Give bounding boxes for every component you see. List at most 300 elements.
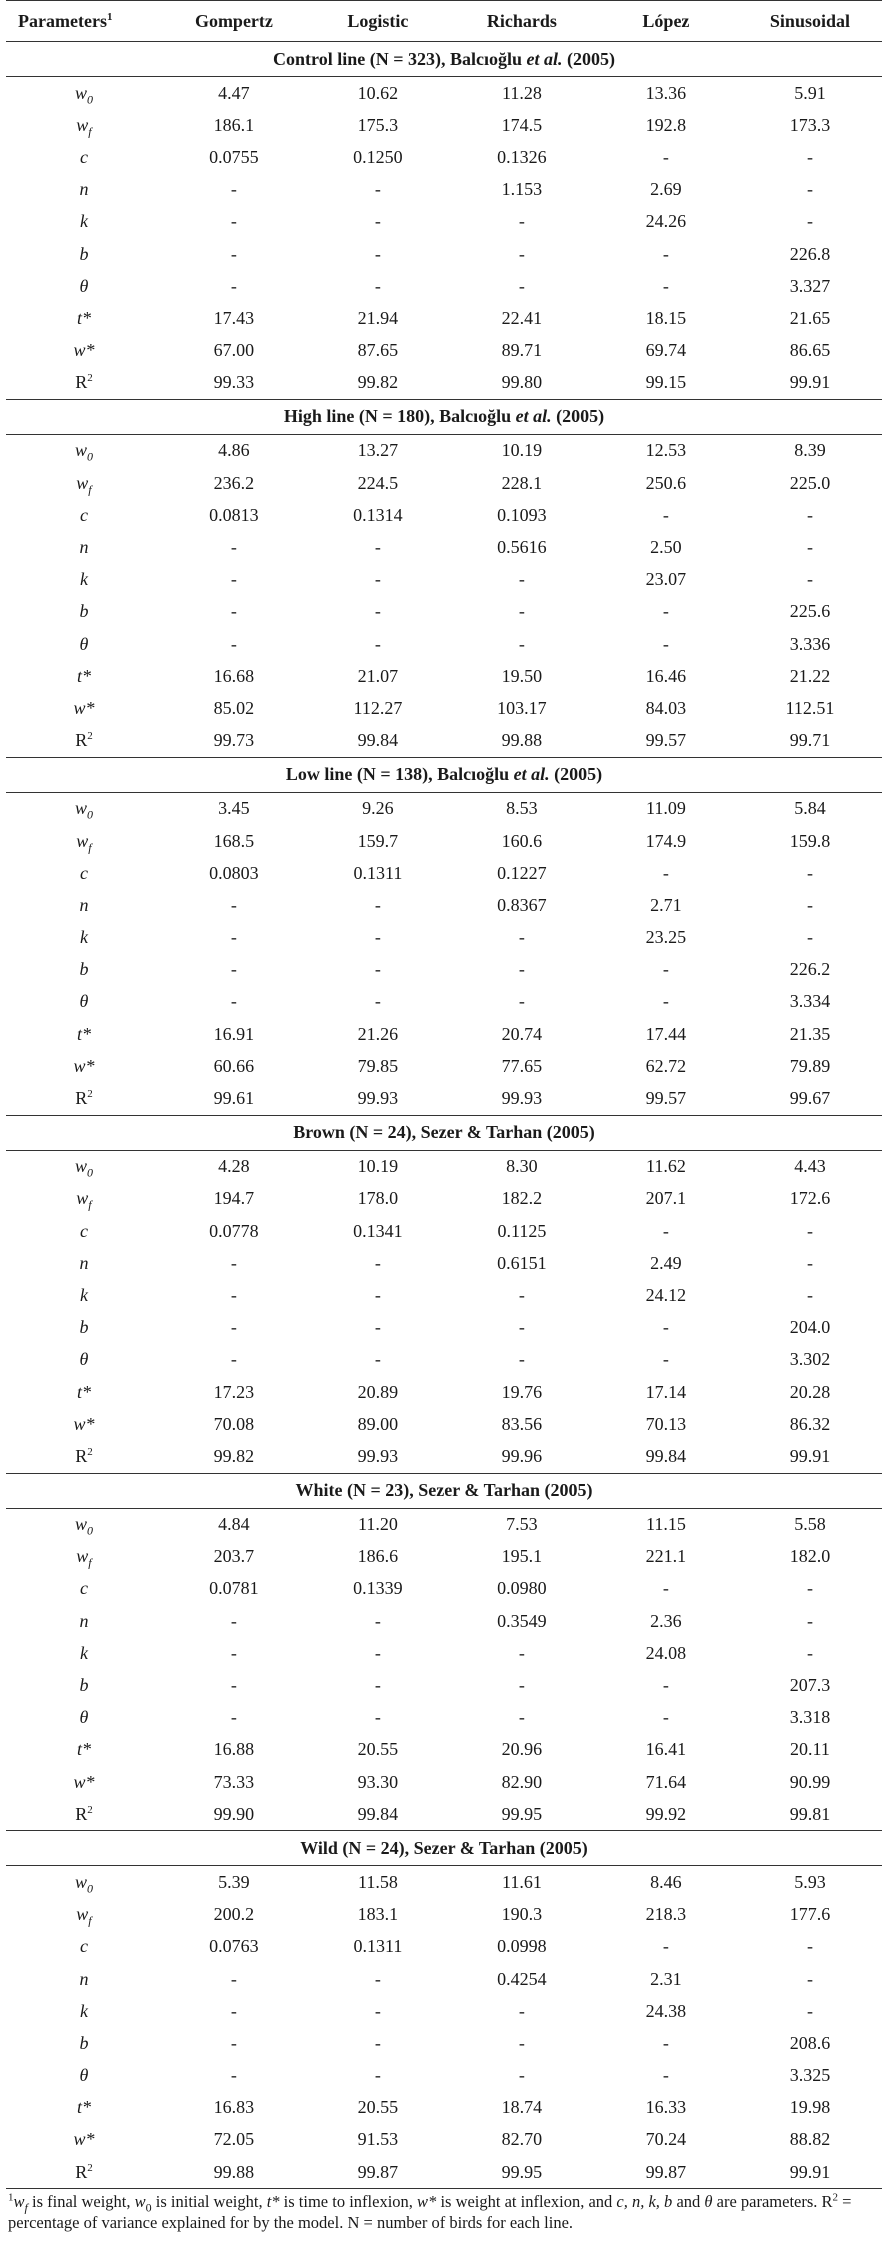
table-cell: -: [662, 1317, 669, 1338]
param-symbol: w*: [73, 697, 95, 718]
table-cell: -: [806, 1220, 813, 1241]
table-cell: -: [662, 275, 669, 296]
table-cell: 178.0: [357, 1188, 399, 1209]
param-wstar: [6, 1766, 162, 1798]
table-cell: -: [230, 569, 237, 590]
table-cell: 73.33: [213, 1771, 255, 1792]
table-cell: -: [518, 1284, 525, 1305]
table-cell: -: [230, 537, 237, 558]
param-w0: [6, 1508, 162, 1541]
table-cell: 0.0778: [209, 1220, 259, 1241]
section-header-row: [6, 1115, 882, 1150]
table-cell: 99.87: [594, 2156, 738, 2189]
table-row: [6, 1508, 882, 1541]
table-cell: 82.70: [501, 2129, 543, 2150]
param-b: [6, 596, 162, 628]
table-cell: 10.19: [501, 440, 543, 461]
table-cell: -: [374, 959, 381, 980]
table-cell: -: [518, 2065, 525, 2086]
table-cell: 3.325: [789, 2065, 831, 2086]
table-row: [6, 1408, 882, 1440]
param-symbol: w: [74, 1871, 87, 1892]
param-n: [6, 1963, 162, 1995]
param-theta: [6, 1344, 162, 1376]
param-n: [6, 174, 162, 206]
param-symbol: b: [79, 1317, 89, 1338]
table-cell: 0.8367: [497, 894, 547, 915]
table-row: [6, 1082, 882, 1115]
table-cell: 24.26: [645, 211, 687, 232]
table-cell: 83.56: [501, 1413, 543, 1434]
table-cell: 174.5: [501, 114, 543, 135]
param-tstar: [6, 1018, 162, 1050]
table-cell: 0.1093: [497, 504, 547, 525]
table-cell: 4.84: [218, 1514, 250, 1535]
table-cell: 186.6: [357, 1546, 399, 1567]
table-cell: 2.71: [650, 894, 682, 915]
table-cell: 23.25: [645, 927, 687, 948]
table-cell: 99.67: [789, 1088, 831, 1109]
param-theta: [6, 628, 162, 660]
table-row: [6, 1931, 882, 1963]
footnote-marker: 1: [8, 2191, 14, 2204]
table-cell: 99.84: [357, 730, 399, 751]
table-row: [6, 825, 882, 857]
table-cell: -: [806, 1578, 813, 1599]
param-symbol: n: [79, 179, 89, 200]
section-title: [6, 1473, 882, 1508]
section-title: [6, 757, 882, 792]
table-cell: 69.74: [645, 340, 687, 361]
param-symbol: w: [76, 1188, 89, 1209]
param-symbol: w*: [73, 2129, 95, 2150]
table-cell: -: [374, 1642, 381, 1663]
param-symbol: θ: [79, 633, 89, 654]
table-cell: -: [230, 211, 237, 232]
table-cell: 60.66: [213, 1055, 255, 1076]
table-cell: 16.83: [213, 2097, 255, 2118]
param-symbol: R: [75, 730, 88, 751]
table-cell: 71.64: [645, 1771, 687, 1792]
table-cell: -: [374, 1252, 381, 1273]
table-cell: -: [518, 1675, 525, 1696]
table-cell: 99.92: [645, 1803, 687, 1824]
table-row: [6, 1669, 882, 1701]
table-cell: -: [806, 894, 813, 915]
table-cell: -: [230, 927, 237, 948]
param-r2: [6, 1082, 162, 1115]
table-row: [6, 141, 882, 173]
table-row: [6, 1247, 882, 1279]
section-title-text: High line (N = 180), Balcıoğlu: [283, 406, 516, 427]
param-superscript: 2: [87, 2161, 93, 2174]
table-cell: 8.30: [506, 1156, 538, 1177]
table-cell: -: [374, 1284, 381, 1305]
table-cell: -: [518, 275, 525, 296]
table-row: [6, 499, 882, 531]
table-row: [6, 1766, 882, 1798]
param-superscript: 2: [87, 1445, 93, 1458]
table-cell: 0.0980: [497, 1578, 547, 1599]
table-cell: 99.88: [162, 2156, 306, 2189]
param-superscript: 2: [87, 1088, 93, 1101]
table-row: [6, 922, 882, 954]
table-cell: -: [518, 1707, 525, 1728]
table-cell: 11.28: [502, 82, 542, 103]
param-symbol: n: [79, 537, 89, 558]
table-cell: 0.1311: [353, 1936, 403, 1957]
table-row: [6, 986, 882, 1018]
param-k: [6, 922, 162, 954]
table-cell: -: [230, 2065, 237, 2086]
param-wstar: [6, 1408, 162, 1440]
table-cell: 19.50: [501, 665, 543, 686]
table-cell: 7.53: [506, 1514, 538, 1535]
table-cell: 16.68: [213, 665, 255, 686]
section-header-row: [6, 1831, 882, 1866]
table-cell: -: [374, 243, 381, 264]
table-cell: 79.89: [789, 1055, 831, 1076]
section-header-row: [6, 1473, 882, 1508]
table-cell: 2.49: [650, 1252, 682, 1273]
section-title: [6, 42, 882, 77]
table-row: [6, 238, 882, 270]
param-symbol: n: [79, 894, 89, 915]
table-cell: -: [230, 894, 237, 915]
table-row: [6, 857, 882, 889]
param-wf: [6, 825, 162, 857]
param-superscript: 2: [87, 730, 93, 743]
param-symbol: b: [79, 243, 89, 264]
table-row: [6, 1866, 882, 1899]
param-symbol: θ: [79, 991, 89, 1012]
table-row: [6, 660, 882, 692]
footnote-text: t*: [266, 2192, 280, 2212]
table-cell: 99.82: [357, 372, 399, 393]
table-cell: 0.0803: [209, 862, 259, 883]
param-symbol: b: [79, 959, 89, 980]
table-cell: 175.3: [357, 114, 399, 135]
table-cell: 0.1125: [497, 1220, 547, 1241]
table-cell: -: [662, 2065, 669, 2086]
param-wf: [6, 109, 162, 141]
table-row: [6, 1018, 882, 1050]
table-cell: 8.53: [506, 798, 538, 819]
param-superscript: 2: [87, 372, 93, 385]
param-b: [6, 2027, 162, 2059]
footnote-text: w*: [417, 2192, 437, 2212]
param-symbol: k: [79, 1642, 88, 1663]
table-cell: 70.13: [645, 1413, 687, 1434]
param-r2: [6, 1440, 162, 1473]
table-cell: 99.90: [213, 1803, 255, 1824]
table-cell: 186.1: [213, 114, 255, 135]
table-cell: 12.53: [645, 440, 687, 461]
param-symbol: θ: [79, 1707, 89, 1728]
param-wf: [6, 1541, 162, 1573]
param-symbol: R: [75, 1445, 88, 1466]
param-wstar: [6, 335, 162, 367]
table-cell: -: [662, 1578, 669, 1599]
param-r2: [6, 1798, 162, 1831]
table-cell: 99.71: [789, 730, 831, 751]
table-cell: 99.57: [645, 1088, 687, 1109]
table-cell: 0.1250: [353, 146, 403, 167]
header-parameters: Parameters$^1$: [6, 1, 162, 42]
table-cell: -: [662, 504, 669, 525]
param-symbol: c: [79, 862, 88, 883]
table-cell: -: [374, 2065, 381, 2086]
table-cell: 99.61: [213, 1088, 255, 1109]
param-tstar: [6, 660, 162, 692]
param-symbol: R: [75, 1088, 88, 1109]
table-cell: -: [374, 179, 381, 200]
footnote-text: f: [24, 2200, 28, 2215]
param-r2: [6, 367, 162, 400]
param-w0: [6, 77, 162, 110]
param-c: [6, 1215, 162, 1247]
table-cell: -: [230, 275, 237, 296]
table-row: [6, 270, 882, 302]
table-cell: 225.0: [789, 472, 831, 493]
table-cell: 99.88: [501, 730, 543, 751]
table-cell: 77.65: [501, 1055, 543, 1076]
table-cell: 4.28: [218, 1156, 250, 1177]
table-cell: 18.74: [501, 2097, 543, 2118]
header-sinusoidal: Sinusoidal: [738, 1, 882, 42]
table-row: [6, 1376, 882, 1408]
table-cell: -: [518, 569, 525, 590]
table-cell: 20.96: [501, 1739, 543, 1760]
footnote-text: is weight at inflexion, and: [436, 2192, 617, 2212]
param-w0: [6, 434, 162, 467]
table-row: [6, 2156, 882, 2189]
table-cell: -: [518, 1642, 525, 1663]
param-subscript: f: [88, 1913, 92, 1928]
table-row: [6, 1541, 882, 1573]
param-c: [6, 499, 162, 531]
table-cell: 11.20: [358, 1514, 398, 1535]
param-symbol: c: [79, 1220, 88, 1241]
table-cell: -: [806, 569, 813, 590]
param-symbol: w: [76, 830, 89, 851]
param-symbol: w: [76, 1546, 89, 1567]
table-cell: 99.84: [357, 1803, 399, 1824]
table-cell: -: [806, 2000, 813, 2021]
param-subscript: 0: [86, 1523, 93, 1538]
param-subscript: 0: [86, 1165, 93, 1180]
table-cell: 174.9: [645, 830, 687, 851]
table-cell: 99.91: [789, 372, 831, 393]
table-cell: 16.88: [213, 1739, 255, 1760]
param-b: [6, 238, 162, 270]
param-symbol: t*: [76, 1739, 91, 1760]
param-k: [6, 1995, 162, 2027]
table-cell: 20.89: [357, 1381, 399, 1402]
param-subscript: f: [88, 840, 92, 855]
table-cell: 22.41: [501, 307, 543, 328]
table-cell: 16.33: [645, 2097, 687, 2118]
param-symbol: w: [74, 1514, 87, 1535]
table-cell: 17.43: [213, 307, 255, 328]
section-title-year: (2005): [551, 406, 605, 427]
table-cell: 0.4254: [497, 1968, 547, 1989]
table-cell: 99.91: [738, 2156, 882, 2189]
param-wstar: [6, 2124, 162, 2156]
param-wf: [6, 467, 162, 499]
table-row: [6, 1183, 882, 1215]
table-cell: 20.55: [357, 2097, 399, 2118]
param-b: [6, 1312, 162, 1344]
table-cell: -: [662, 1707, 669, 1728]
table-footnote: [6, 2191, 882, 2233]
table-cell: -: [662, 991, 669, 1012]
table-cell: 99.82: [213, 1445, 255, 1466]
param-symbol: n: [79, 1968, 89, 1989]
param-theta: [6, 2060, 162, 2092]
table-cell: 99.73: [213, 730, 255, 751]
table-row: [6, 1312, 882, 1344]
table-cell: 88.82: [789, 2129, 831, 2150]
param-theta: [6, 270, 162, 302]
table-row: [6, 434, 882, 467]
table-cell: -: [518, 1349, 525, 1370]
table-cell: 89.71: [501, 340, 543, 361]
param-k: [6, 1279, 162, 1311]
table-cell: 0.0755: [209, 146, 259, 167]
table-cell: 195.1: [501, 1546, 543, 1567]
table-cell: -: [230, 1968, 237, 1989]
table-cell: 24.08: [645, 1642, 687, 1663]
param-symbol: w*: [73, 340, 95, 361]
table-cell: 11.62: [646, 1156, 686, 1177]
table-cell: 93.30: [357, 1771, 399, 1792]
param-symbol: w*: [73, 1413, 95, 1434]
table-cell: 1.153: [501, 179, 543, 200]
header-richards: Richards: [450, 1, 594, 42]
table-cell: -: [374, 1707, 381, 1728]
param-symbol: R: [75, 372, 88, 393]
table-body: [6, 42, 882, 2189]
param-b: [6, 1669, 162, 1701]
table-cell: 99.33: [213, 372, 255, 393]
table-cell: 99.93: [357, 1445, 399, 1466]
table-cell: 0.1311: [353, 862, 403, 883]
table-cell: -: [518, 243, 525, 264]
table-cell: -: [806, 537, 813, 558]
table-cell: 79.85: [357, 1055, 399, 1076]
table-cell: -: [806, 211, 813, 232]
table-cell: -: [374, 601, 381, 622]
table-cell: -: [230, 1349, 237, 1370]
table-cell: 218.3: [645, 1904, 687, 1925]
table-cell: 17.23: [213, 1381, 255, 1402]
table-row: [6, 1734, 882, 1766]
table-row: [6, 1440, 882, 1473]
footnote-text: w: [13, 2192, 25, 2212]
table-cell: 11.09: [646, 798, 686, 819]
table-cell: 23.07: [645, 569, 687, 590]
section-title-year: (2005): [549, 764, 603, 785]
table-cell: 11.61: [502, 1871, 542, 1892]
table-cell: -: [230, 1707, 237, 1728]
table-row: [6, 1637, 882, 1669]
table-cell: -: [662, 959, 669, 980]
table-cell: 0.0998: [497, 1936, 547, 1957]
section-title-text: Control line (N = 323), Balcıoğlu: [273, 48, 527, 69]
param-symbol: c: [79, 146, 88, 167]
section-title-emphasis: et al.: [515, 406, 552, 427]
table-cell: -: [374, 1610, 381, 1631]
table-cell: 226.8: [789, 243, 831, 264]
table-cell: 85.02: [213, 697, 255, 718]
table-cell: 20.11: [790, 1739, 830, 1760]
param-w0: [6, 792, 162, 825]
table-cell: 159.7: [357, 830, 399, 851]
table-cell: -: [374, 275, 381, 296]
footnote-text: w: [134, 2192, 146, 2212]
param-symbol: t*: [76, 665, 91, 686]
table-cell: 5.39: [218, 1871, 250, 1892]
table-cell: 112.27: [353, 697, 403, 718]
table-cell: 99.15: [645, 372, 687, 393]
table-cell: -: [230, 2032, 237, 2053]
table-cell: 0.3549: [497, 1610, 547, 1631]
table-cell: -: [662, 862, 669, 883]
param-symbol: t*: [76, 1381, 91, 1402]
table-row: [6, 725, 882, 758]
table-cell: 17.44: [645, 1023, 687, 1044]
table-cell: -: [518, 1317, 525, 1338]
section-title-text: Brown (N = 24), Sezer & Tarhan (2005): [293, 1122, 595, 1143]
table-cell: -: [374, 537, 381, 558]
table-row: [6, 1150, 882, 1183]
table-cell: -: [518, 2032, 525, 2053]
table-cell: 2.69: [650, 179, 682, 200]
table-cell: 3.327: [789, 275, 831, 296]
table-cell: 19.76: [501, 1381, 543, 1402]
table-cell: -: [662, 1936, 669, 1957]
table-cell: -: [806, 1252, 813, 1273]
footnote-text: and: [672, 2192, 705, 2212]
table-cell: 99.93: [357, 1088, 399, 1109]
table-container: [6, 0, 882, 2233]
table-cell: -: [806, 1610, 813, 1631]
table-header: [6, 1, 882, 42]
table-row: [6, 692, 882, 724]
param-symbol: b: [79, 1675, 89, 1696]
table-cell: 183.1: [357, 1904, 399, 1925]
table-cell: -: [374, 211, 381, 232]
table-cell: 200.2: [213, 1904, 255, 1925]
table-cell: 4.86: [218, 440, 250, 461]
table-cell: 99.95: [450, 2156, 594, 2189]
table-cell: 3.318: [789, 1707, 831, 1728]
table-cell: 3.45: [218, 798, 250, 819]
table-cell: -: [374, 569, 381, 590]
section-title-year: (2005): [562, 48, 615, 69]
table-cell: -: [374, 2000, 381, 2021]
param-b: [6, 954, 162, 986]
table-cell: -: [374, 991, 381, 1012]
table-cell: 18.15: [645, 307, 687, 328]
param-r2: [6, 725, 162, 758]
param-symbol: c: [79, 1936, 88, 1957]
table-cell: -: [230, 1317, 237, 1338]
table-cell: 72.05: [213, 2129, 255, 2150]
table-cell: -: [374, 1317, 381, 1338]
param-k: [6, 564, 162, 596]
